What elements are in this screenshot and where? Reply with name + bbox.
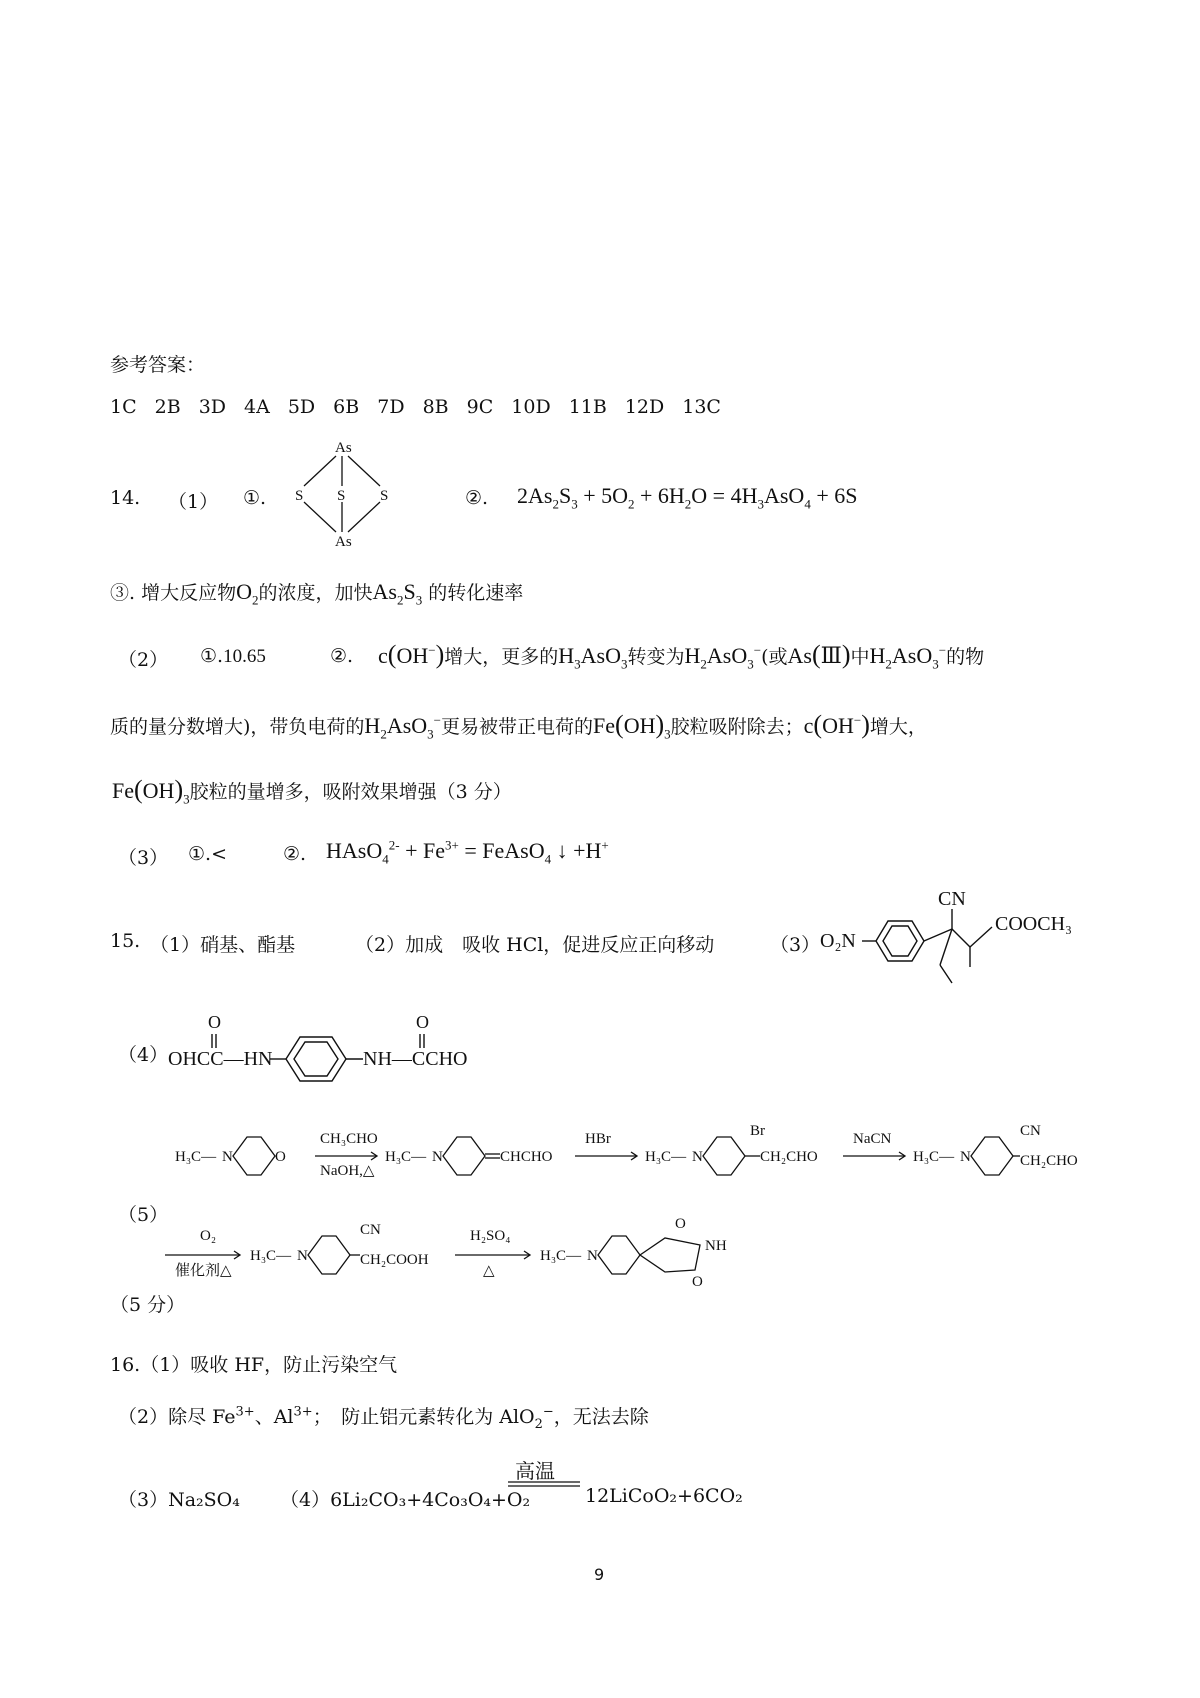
mc-answer: 7D xyxy=(377,396,405,418)
q15-part3-structure xyxy=(820,885,1090,995)
as-atom-top: As xyxy=(335,440,352,456)
q14-item3-line: ③. 增大反应物$O_2$的浓度，加快$As_2S_3$ 的转化速率 xyxy=(110,579,524,608)
q15-part2: （2）加成 吸收 HCl，促进反应正向移动 xyxy=(355,934,715,956)
q14-part2-label: （2） xyxy=(118,649,169,671)
synthesis-route-row2 xyxy=(165,1210,765,1300)
o-atom: O xyxy=(692,1274,703,1290)
mc-answer: 11B xyxy=(568,396,607,418)
mc-answers-row xyxy=(110,396,739,418)
part4-left-group: OHCC—HN xyxy=(168,1048,273,1070)
synthesis-route-row1 xyxy=(175,1105,1105,1195)
s-atom-right: S xyxy=(380,488,389,504)
mc-answer: 8B xyxy=(422,396,449,418)
q14-part2-line1: c(OH−)增大，更多的$H_3AsO_3$转变为$H_2AsO_3^-$(或As(Ⅲ)中$H_2AsO_3^-$的物 xyxy=(378,640,985,672)
q14-part3-label: （3） xyxy=(118,847,169,869)
q16-equal-bar xyxy=(508,1480,580,1490)
q14-part1-label: （1） xyxy=(168,491,219,513)
h3c-label: H₃C— xyxy=(175,1149,217,1165)
n-atom: N xyxy=(297,1248,308,1264)
q15-part4-structure xyxy=(168,1010,498,1080)
reagent-o2: O₂ xyxy=(200,1228,217,1244)
q14-part2-line2: 质的量分数增大)，带负电荷的$H_2AsO_3^-$更易被带正电荷的$Fe(OH)_3$胶粒吸附除去；c(OH−)增大， xyxy=(110,710,927,742)
cn-label: CN xyxy=(1020,1123,1041,1139)
o2n-label: O₂N xyxy=(820,930,856,952)
q14-number: 14. xyxy=(110,487,141,509)
part4-o-left: O xyxy=(208,1012,221,1032)
ch2cho-label: CH₂CHO xyxy=(1020,1153,1078,1169)
h3c-label: H₃C— xyxy=(385,1149,427,1165)
chcho-label: CHCHO xyxy=(500,1149,553,1165)
cn-label: CN xyxy=(360,1222,381,1238)
part4-o-right: O xyxy=(416,1012,429,1032)
n-atom: N xyxy=(222,1149,233,1165)
mc-answer: 4A xyxy=(244,396,270,418)
n-atom: N xyxy=(692,1149,703,1165)
q15-part3-label: （3） xyxy=(770,934,821,956)
page-number: 9 xyxy=(594,1565,605,1584)
reagent-naoh: NaOH,△ xyxy=(320,1163,375,1179)
n-atom: N xyxy=(432,1149,443,1165)
nh-label: NH xyxy=(705,1238,727,1254)
as-atom-bottom: As xyxy=(335,534,352,550)
q14-circled-1: ①. xyxy=(243,487,267,509)
s-atom-left: S xyxy=(295,488,304,504)
cooch3-label: COOCH₃ xyxy=(995,913,1072,935)
h3c-label: H₃C— xyxy=(645,1149,687,1165)
mc-answer: 10D xyxy=(511,396,551,418)
q15-part1: （1）硝基、酯基 xyxy=(150,934,296,956)
q16-products: 12LiCoO₂+6CO₂ xyxy=(585,1485,743,1507)
mc-answer: 2B xyxy=(154,396,181,418)
mc-answer: 3D xyxy=(198,396,227,418)
reagent-h2so4: H₂SO₄ xyxy=(470,1228,511,1244)
q14-part2-c2: ②. xyxy=(330,645,354,667)
mc-answer: 6B xyxy=(333,396,360,418)
mc-answer: 12D xyxy=(624,396,665,418)
h3c-label: H₃C— xyxy=(250,1248,292,1264)
q16-part1: 16.（1）吸收 HF，防止污染空气 xyxy=(110,1354,398,1376)
n-atom: N xyxy=(960,1149,971,1165)
ch2cooh-label: CH₂COOH xyxy=(360,1252,429,1268)
h3c-label: H₃C— xyxy=(540,1248,582,1264)
ch2cho-label: CH₂CHO xyxy=(760,1149,818,1165)
q14-part2-line3: $Fe(OH)_3$胶粒的量增多，吸附效果增强（3 分） xyxy=(112,775,512,807)
q14-circled-2: ②. xyxy=(465,487,489,509)
reagent-nacn: NaCN xyxy=(853,1131,892,1147)
q14-equation-1: $2As_2S_3 + 5O_2 + 6H_2O = 4H_3AsO_4 + 6S$ xyxy=(517,483,858,512)
q15-part5-label: （5） xyxy=(118,1204,169,1226)
reagent-catalyst: 催化剂△ xyxy=(175,1263,232,1279)
q15-score: （5 分） xyxy=(110,1294,186,1316)
reagent-heat: △ xyxy=(483,1263,495,1279)
q16-part3: （3）Na₂SO₄ xyxy=(118,1489,240,1511)
q15-number: 15. xyxy=(110,930,141,952)
reagent-ch3cho: CH₃CHO xyxy=(320,1131,378,1147)
q16-part2: （2）除尽 $Fe^{3+}$、$Al^{3+}$； 防止铝元素转化为 AlO$_2$−，无法去除 xyxy=(118,1404,649,1432)
mc-answer: 1C xyxy=(110,396,137,418)
q14-equation-3: HAsO$_4^{2-}$ + $Fe^{3+}$ = FeAsO$_4$ ↓ +H+ xyxy=(326,837,609,867)
s-atom-center: S xyxy=(337,488,346,504)
cn-label: CN xyxy=(938,888,966,910)
part4-right-group: NH—CCHO xyxy=(363,1048,468,1070)
answer-key-title: 参考答案： xyxy=(110,354,206,376)
o-atom: O xyxy=(275,1149,286,1165)
mc-answer: 5D xyxy=(287,396,316,418)
n-atom: N xyxy=(587,1248,598,1264)
mc-answer: 9C xyxy=(466,396,494,418)
mc-answer: 13C xyxy=(682,396,721,418)
as4s4-structure xyxy=(290,438,400,548)
o-atom: O xyxy=(675,1216,686,1232)
reagent-hbr: HBr xyxy=(585,1131,611,1147)
br-label: Br xyxy=(750,1123,765,1139)
q14-part3-c1: ①.< xyxy=(188,843,227,865)
q14-part3-c2: ②. xyxy=(283,843,307,865)
h3c-label: H₃C— xyxy=(913,1149,955,1165)
q16-condition: 高温 xyxy=(515,1459,555,1483)
q14-part2-c1: ①.10.65 xyxy=(200,645,266,667)
q16-part4: （4）6Li₂CO₃+4Co₃O₄+O₂ xyxy=(280,1489,531,1511)
q15-part4-label: （4） xyxy=(118,1044,169,1066)
